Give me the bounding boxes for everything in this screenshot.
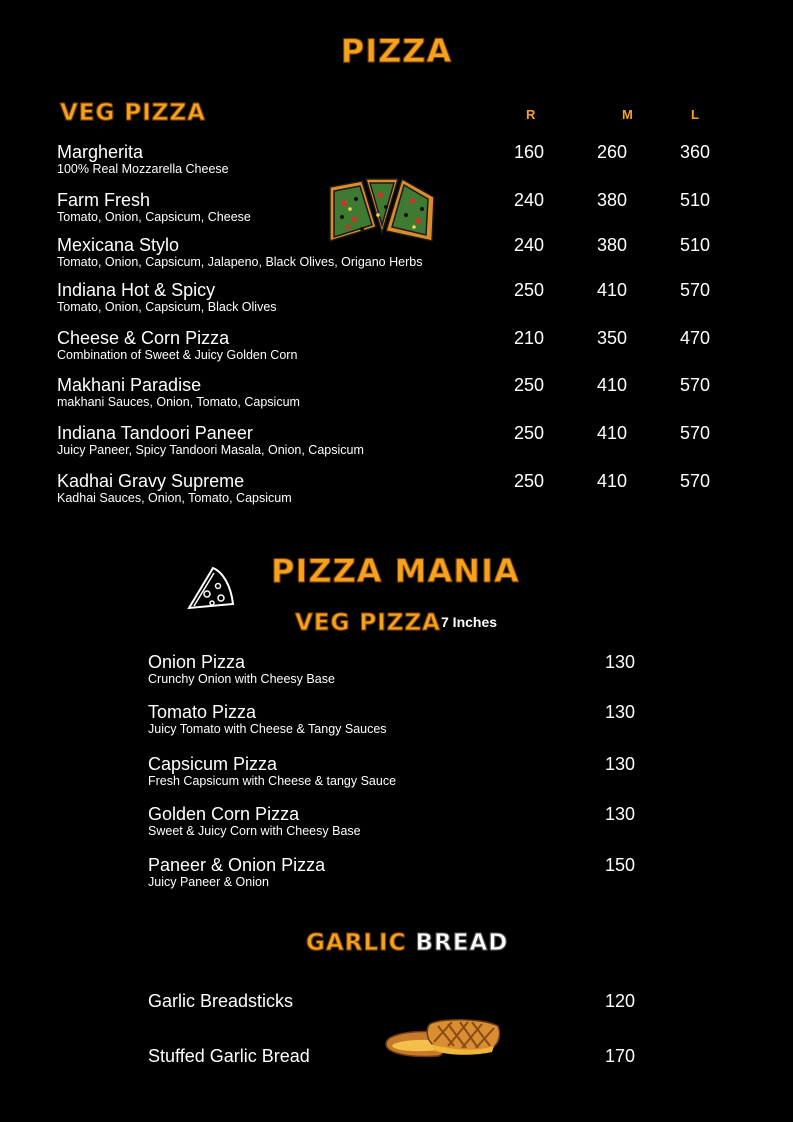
price-medium: 350	[597, 328, 628, 348]
pizza-mania-heading: PIZZA MANIA	[271, 552, 520, 590]
list-item	[57, 328, 297, 363]
item-name: Stuffed Garlic Bread	[148, 1046, 310, 1066]
list-item	[57, 423, 364, 458]
item-description: Tomato, Onion, Capsicum, Cheese	[57, 210, 251, 224]
item-description: Juicy Tomato with Cheese & Tangy Sauces	[148, 722, 387, 736]
price-large: 360	[680, 142, 711, 162]
price-large: 470	[680, 328, 711, 348]
list-item	[148, 702, 387, 737]
price-large: 570	[680, 280, 711, 300]
list-item	[148, 754, 396, 789]
item-name: Garlic Breadsticks	[148, 991, 294, 1011]
list-item	[57, 142, 229, 177]
price-large: 570	[680, 471, 711, 491]
size-note: 7 Inches	[441, 614, 498, 630]
price-large: 510	[680, 190, 711, 210]
item-description: Kadhai Sauces, Onion, Tomato, Capsicum	[57, 491, 292, 505]
garlic-bread-icon	[382, 1016, 504, 1060]
price-regular: 250	[514, 471, 545, 491]
item-name: Indiana Hot & Spicy	[57, 280, 216, 300]
column-header-large: L	[691, 107, 699, 122]
pizza-icon	[326, 177, 438, 247]
price-regular: 210	[514, 328, 545, 348]
item-description: Fresh Capsicum with Cheese & tangy Sauce	[148, 774, 397, 788]
item-name: Indiana Tandoori Paneer	[57, 423, 253, 443]
price-medium: 410	[597, 471, 628, 491]
item-name: Kadhai Gravy Supreme	[57, 471, 245, 491]
item-description: Crunchy Onion with Cheesy Base	[148, 672, 335, 686]
bread-word: BREAD	[415, 930, 509, 956]
list-item	[148, 855, 325, 890]
item-description: Tomato, Onion, Capsicum, Jalapeno, Black Olives, Origano Herbs	[57, 255, 423, 269]
item-description: Sweet & Juicy Corn with Cheesy Base	[148, 824, 361, 838]
price: 130	[605, 754, 636, 774]
price: 120	[605, 991, 636, 1011]
price-regular: 250	[514, 280, 545, 300]
item-description: Juicy Paneer, Spicy Tandoori Masala, Onion, Capsicum	[57, 443, 364, 457]
price-large: 570	[680, 375, 711, 395]
item-name: Cheese & Corn Pizza	[57, 328, 230, 348]
column-header-regular: R	[526, 107, 536, 122]
price-regular: 250	[514, 375, 545, 395]
list-item	[57, 375, 300, 410]
price: 130	[605, 702, 636, 722]
column-header-medium: M	[622, 107, 633, 122]
price-medium: 410	[597, 280, 628, 300]
mania-veg-heading: VEG PIZZA	[295, 610, 441, 636]
price: 150	[605, 855, 636, 875]
item-description: Juicy Paneer & Onion	[148, 875, 269, 889]
price-regular: 250	[514, 423, 545, 443]
garlic-bread-heading	[306, 930, 508, 956]
item-description: Tomato, Onion, Capsicum, Black Olives	[57, 300, 277, 314]
list-item	[148, 652, 335, 687]
item-name: Farm Fresh	[57, 190, 151, 210]
price: 130	[605, 652, 636, 672]
item-description: makhani Sauces, Onion, Tomato, Capsicum	[57, 395, 300, 409]
price-medium: 410	[597, 375, 628, 395]
item-description: Combination of Sweet & Juicy Golden Corn	[57, 348, 298, 362]
list-item	[148, 804, 361, 839]
garlic-word: GARLIC	[306, 930, 407, 956]
pizza-slice-icon	[185, 564, 241, 616]
price-large: 570	[680, 423, 711, 443]
price-medium: 260	[597, 142, 628, 162]
item-name: Onion Pizza	[148, 652, 246, 672]
item-name: Golden Corn Pizza	[148, 804, 300, 824]
price: 170	[605, 1046, 636, 1066]
item-description: 100% Real Mozzarella Cheese	[57, 162, 229, 176]
item-name: Makhani Paradise	[57, 375, 202, 395]
item-name: Capsicum Pizza	[148, 754, 278, 774]
veg-pizza-heading: VEG PIZZA	[60, 100, 206, 126]
page-title: PIZZA	[340, 32, 453, 70]
item-name: Paneer & Onion Pizza	[148, 855, 326, 875]
list-item	[57, 190, 251, 225]
price-large: 510	[680, 235, 711, 255]
item-name: Margherita	[57, 142, 144, 162]
list-item	[57, 471, 292, 506]
price-medium: 380	[597, 235, 628, 255]
price-regular: 240	[514, 235, 545, 255]
price-regular: 240	[514, 190, 545, 210]
item-name: Tomato Pizza	[148, 702, 257, 722]
price-regular: 160	[514, 142, 545, 162]
item-name: Mexicana Stylo	[57, 235, 180, 255]
price-medium: 380	[597, 190, 628, 210]
price-medium: 410	[597, 423, 628, 443]
list-item	[57, 280, 277, 315]
price: 130	[605, 804, 636, 824]
